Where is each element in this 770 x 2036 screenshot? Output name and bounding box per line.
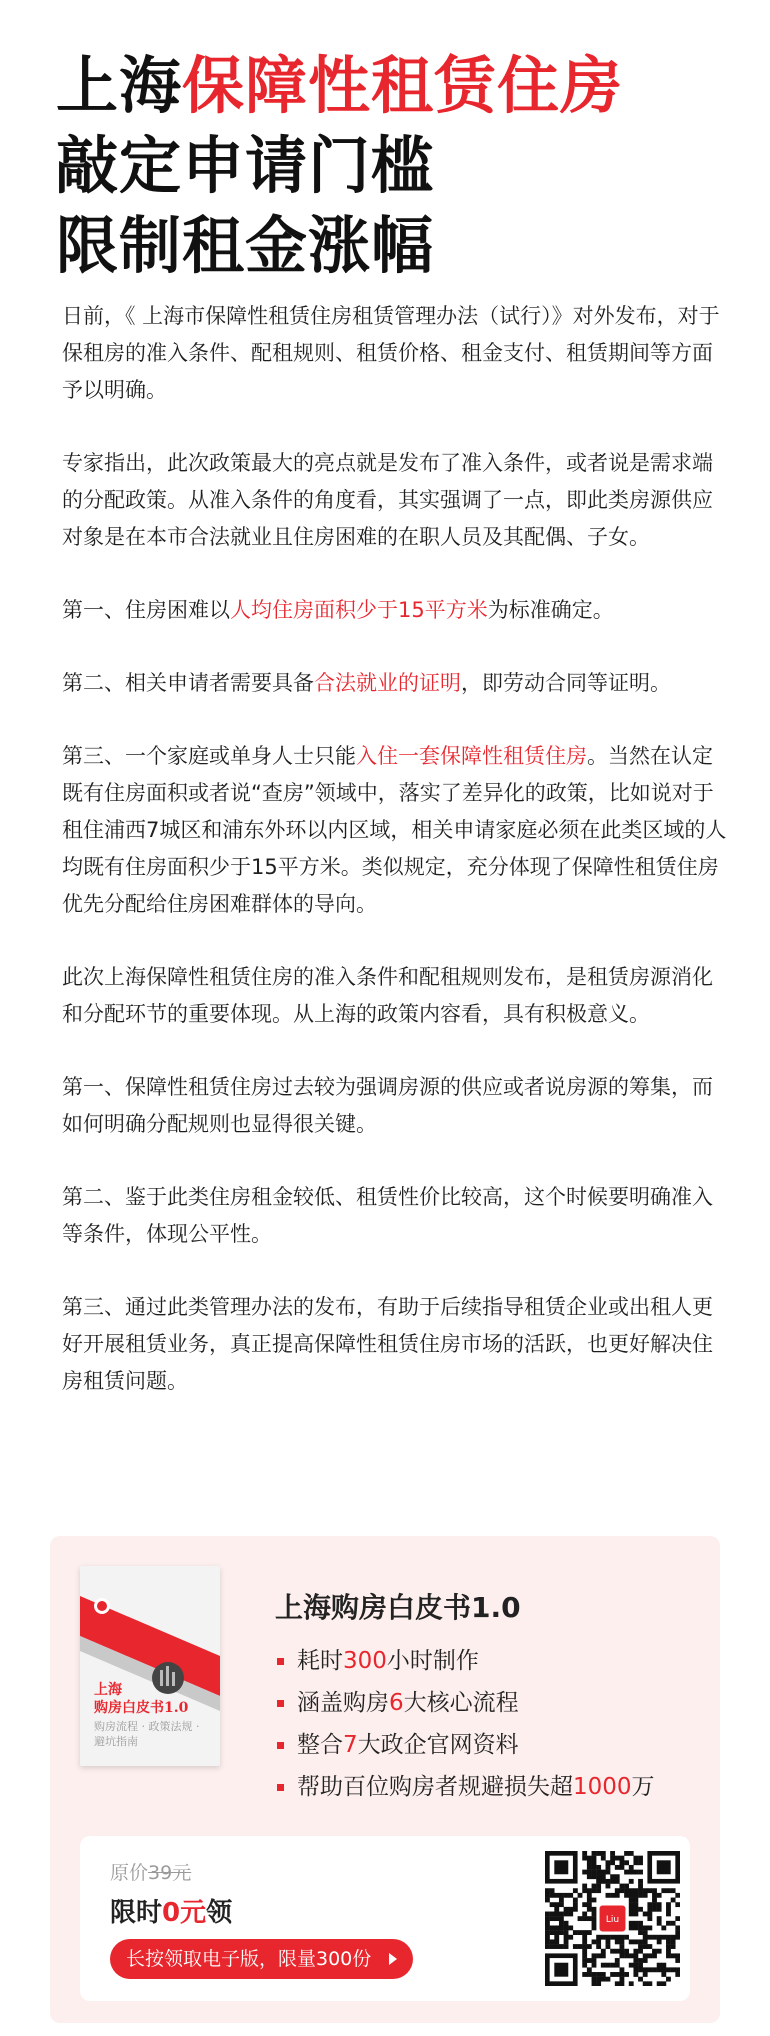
free-offer-text: 限时0元领 [110,1898,233,1928]
promo-title: 上海购房白皮书1.0 [275,1591,521,1624]
book-cover-subtitle: 购房流程 · 政策法规 · 避坑指南 [94,1720,200,1748]
headline-highlight: 保障性租赁住房 [182,49,624,122]
whitepaper-cover-image [80,1566,220,1766]
headline-line-1 [56,46,736,126]
headline-line-3: 限制租金涨幅 [56,209,435,282]
highlight-text: 合法就业的证明 [314,671,461,695]
article-body [62,298,728,1436]
bullet-dot-icon [277,1658,284,1665]
paragraph: 第一、保障性租赁住房过去较为强调房源的供应或者说房源的筹集，而如何明确分配规则也显得很关键。 [62,1075,713,1136]
paragraph: 此次上海保障性租赁住房的准入条件和配租规则发布，是租赁房源消化和分配环节的重要体现。从上海的政策内容看，具有积极意义。 [62,965,713,1026]
list-item: 整合7大政企官网资料 [275,1724,655,1766]
play-arrow-icon [389,1953,397,1965]
headline [56,46,736,286]
claim-ebook-button[interactable]: 长按领取电子版，限量300份 [110,1939,413,1979]
headline-part: 上海 [56,49,183,122]
bullet-dot-icon [277,1742,284,1749]
paragraph: 第二、相关申请者需要具备合法就业的证明，即劳动合同等证明。 [62,671,671,695]
paragraph: 专家指出，此次政策最大的亮点就是发布了准入条件，或者说是需求端的分配政策。从准入条件的角度看，其实强调了一点，即此类房源供应对象是在本市合法就业且住房困难的在职人员及其配偶、子女。 [62,451,713,549]
paragraph: 第三、一个家庭或单身人士只能入住一套保障性租赁住房。当然在认定既有住房面积或者说“查房”领域中，落实了差异化的政策，比如说对于租住浦西7城区和浦东外环以内区域，相关申请家庭必须在此类区域的人均既有住房面积少于15平方米。类似规定，充分体现了保障性租赁住房优先分配给住房困难群体的导向。 [62,744,727,916]
highlight-text: 入住一套保障性租赁住房 [356,744,587,768]
highlight-text: 人均住房面积少于15平方米 [230,598,488,622]
qr-code-icon[interactable] [545,1851,680,1986]
claim-card [80,1836,690,2001]
promo-bullet-list [275,1640,655,1808]
original-price: 原价39元 [110,1862,192,1884]
paragraph: 第一、住房困难以人均住房面积少于15平方米为标准确定。 [62,598,614,622]
book-cover-text [94,1681,212,1749]
list-item: 耗时300小时制作 [275,1640,655,1682]
qr-badge-text: Liu [605,1915,620,1926]
bullet-dot-icon [277,1784,284,1791]
headline-line-2: 敲定申请门槛 [56,129,435,202]
whitepaper-promo-card[interactable] [50,1536,720,2023]
bullet-dot-icon [277,1700,284,1707]
paragraph: 第三、通过此类管理办法的发布，有助于后续指导租赁企业或出租人更好开展租赁业务，真正提高保障性租赁住房市场的活跃，也更好解决住房租赁问题。 [62,1295,713,1393]
paragraph: 日前，《 上海市保障性租赁住房租赁管理办法（试行）》对外发布，对于保租房的准入条件、配租规则、租赁价格、租金支付、租赁期间等方面予以明确。 [62,304,720,402]
book-cover-title: 上海 购房白皮书1.0 [94,1682,189,1716]
list-item: 帮助百位购房者规避损失超1000万 [275,1766,655,1808]
paragraph: 第二、鉴于此类住房租金较低、租赁性价比较高，这个时候要明确准入等条件，体现公平性。 [62,1185,713,1246]
list-item: 涵盖购房6大核心流程 [275,1682,655,1724]
